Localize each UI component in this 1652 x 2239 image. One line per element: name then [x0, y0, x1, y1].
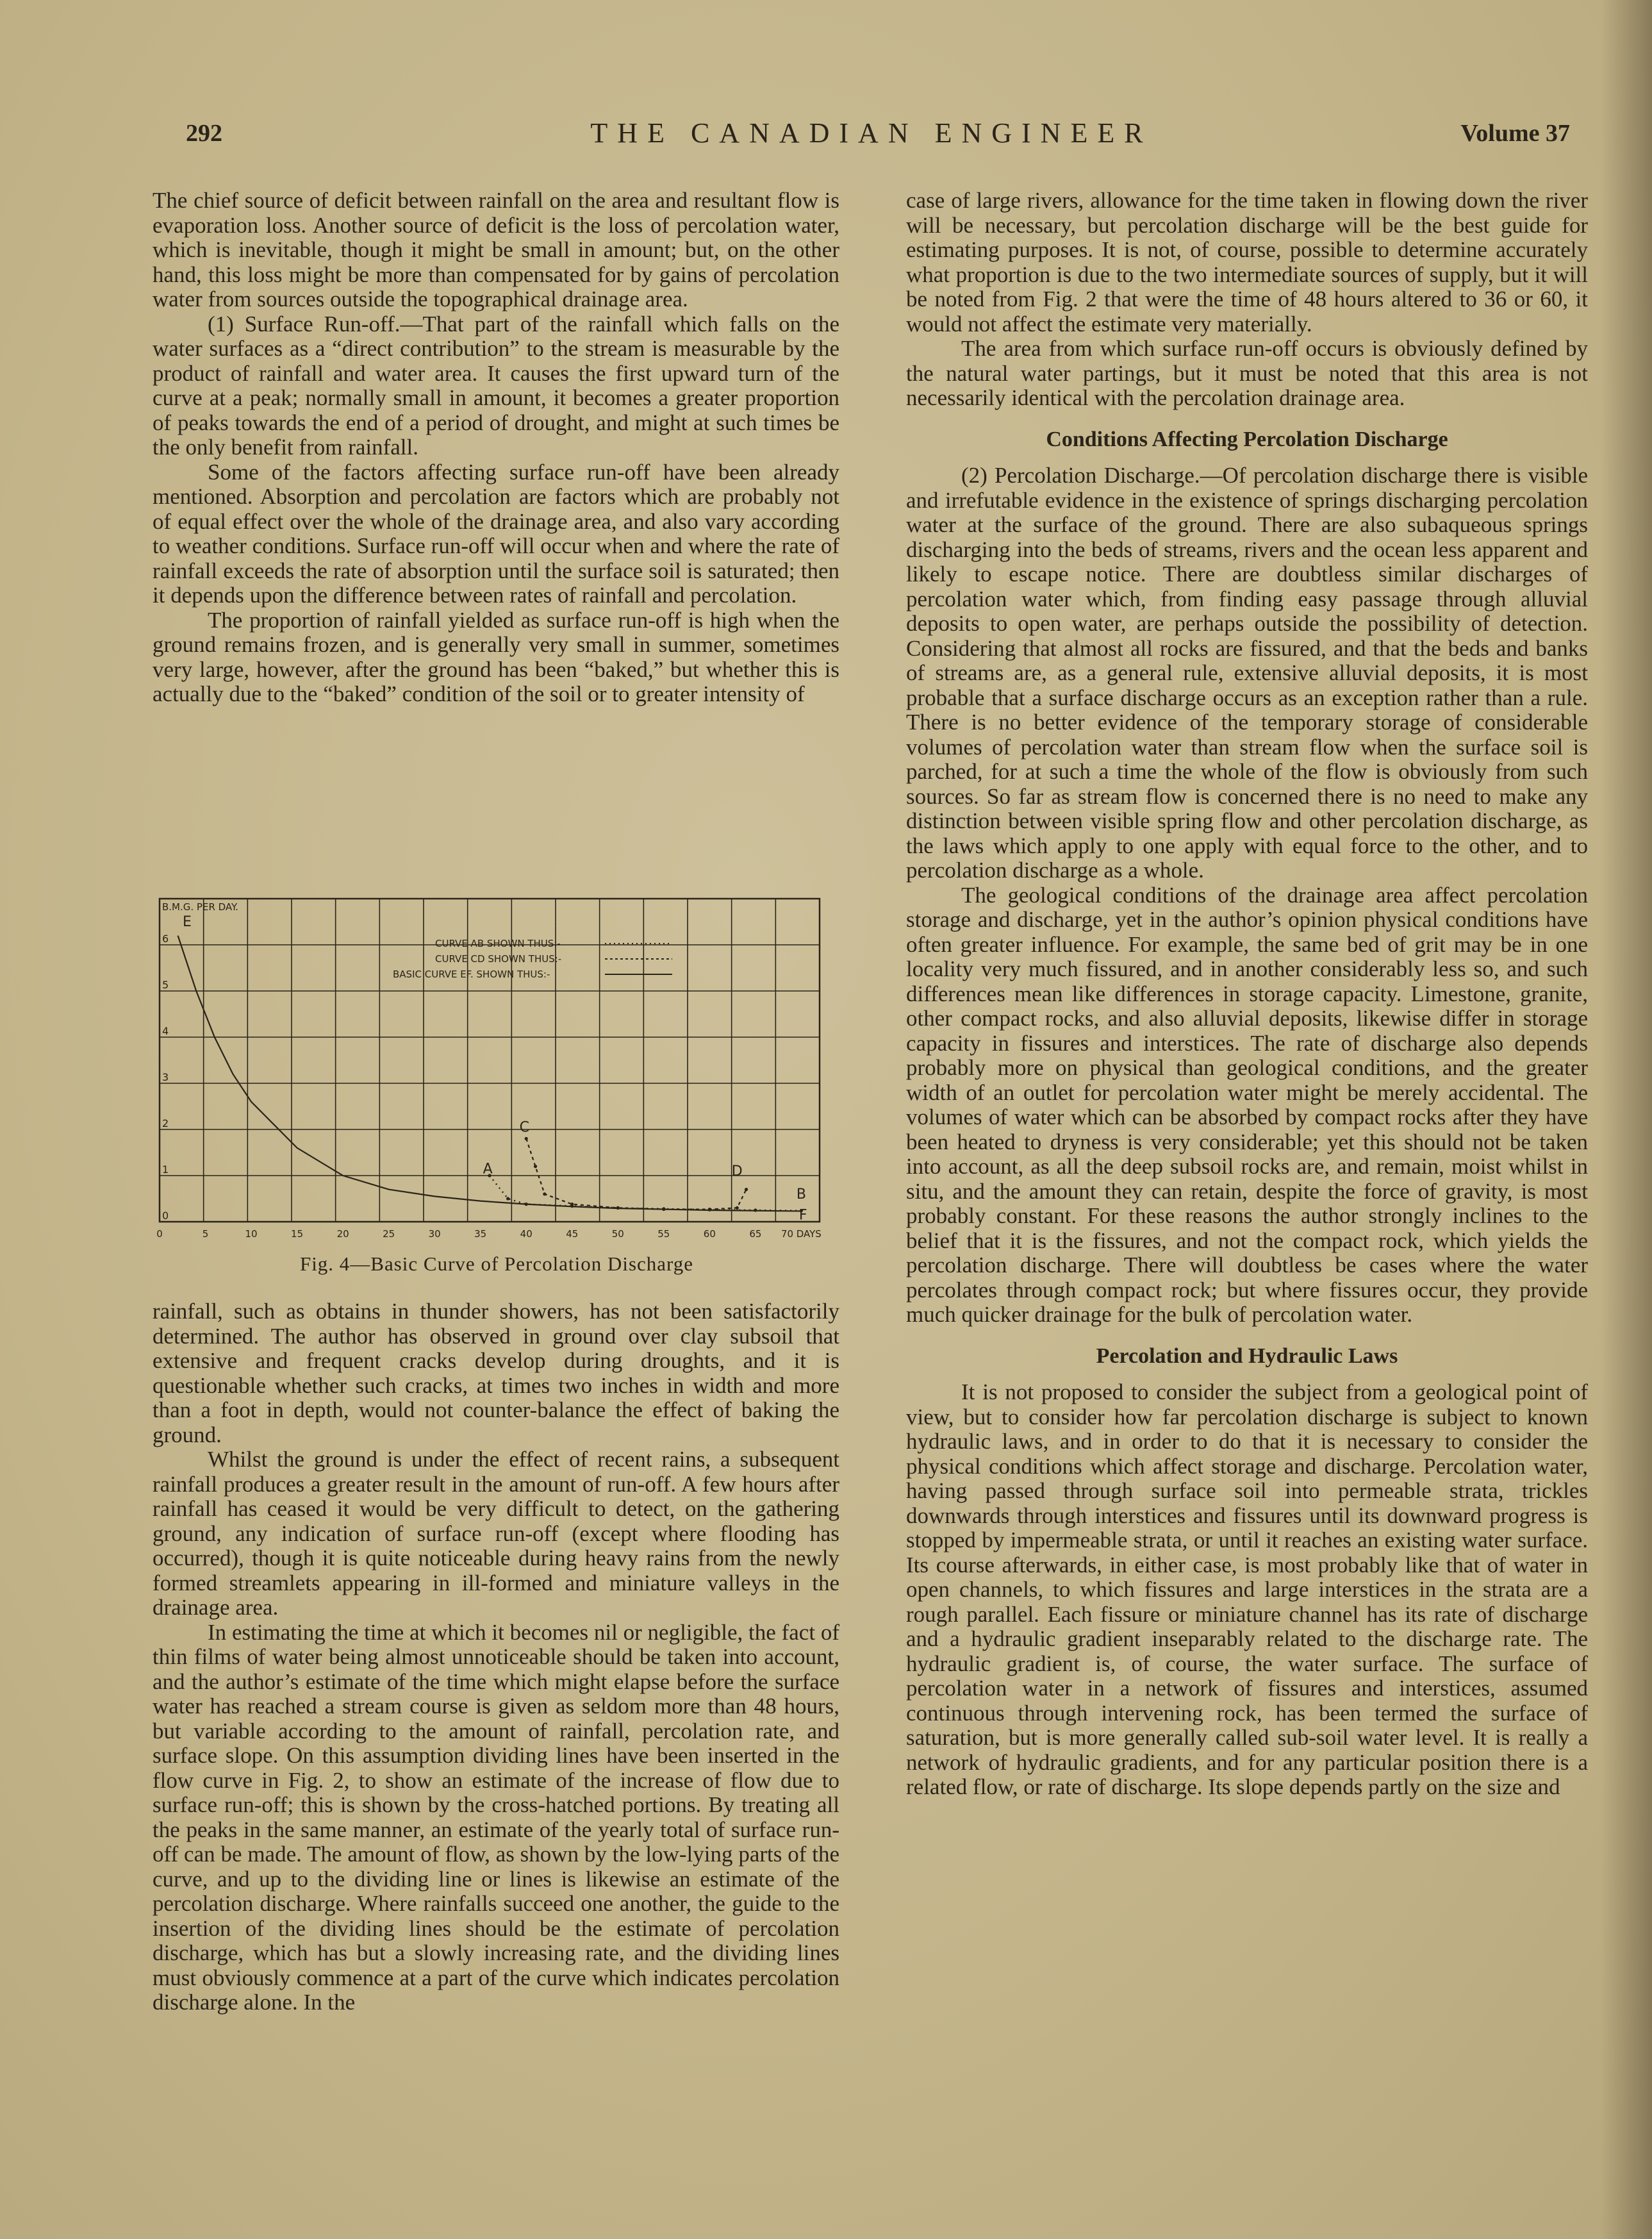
curve-point-label: B [796, 1186, 806, 1203]
y-tick-label: 4 [162, 1025, 169, 1037]
legend-entry: CURVE AB SHOWN THUS:- [435, 938, 561, 949]
data-point [745, 1188, 748, 1191]
page-header [173, 114, 1570, 153]
section-heading: Conditions Affecting Percolation Discharge [1046, 427, 1448, 451]
left-column-bottom [153, 1299, 839, 2015]
paragraph: The chief source of deficit between rainfall on the area and resultant flow is evaporation loss. Another source of deficit is the loss of percolation water, which is inevitable, though it might be small in amount; but, on the other hand, this loss might be more than compensated for by gains of percolation water from sources outside the topographical drainage area. [153, 188, 839, 312]
curve-point-label: C [519, 1119, 530, 1136]
data-point [525, 1137, 528, 1140]
figure-4 [156, 896, 837, 1275]
x-tick-label: 50 [611, 1228, 624, 1240]
x-tick-label: 65 [749, 1228, 762, 1240]
paragraph: Whilst the ground is under the effect of recent rains, a subsequent rainfall produces a greater result in the amount of run-off. A few hours after rainfall has ceased it would be very difficult to detect, on the gathering ground, any indication of surface run-off (except where flooding has occurred), though it is quite noticeable during heavy rains from the newly formed streamlets appearing in ill-formed and miniature valleys in the drainage area. [153, 1447, 839, 1620]
x-tick-label: 20 [336, 1228, 349, 1240]
curve-point-label: D [731, 1163, 743, 1179]
section-heading: Percolation and Hydraulic Laws [1096, 1344, 1398, 1368]
x-tick-label: 0 [156, 1228, 163, 1240]
paragraph: case of large rivers, allowance for the time taken in flowing down the river will be necessary, but percolation discharge will be the best guide for estimating purposes. It is not, of course, possible to determine accurately what proportion is due to the two intermediate sources of supply, but it will be noted from Fig. 2 that were the time of 48 hours altered to 36 or 60, it would not affect the estimate very materially. [906, 188, 1588, 337]
paragraph: (2) Percolation Discharge.—Of percolation discharge there is visible and irrefutable evidence in the existence of springs discharging percolation water at the surface of the ground. There are also subaqueous springs discharging into the beds of streams, rivers and the ocean less apparent and likely to escape notice. There are doubtless similar discharges of percolation water which, from finding easy passage through alluvial deposits to open water, are perhaps outside the possibility of detection. Considering that almost all rocks are fissured, and that the beds and banks of streams are, as a general rule, extensive alluvial deposits, it is most probable that a surface discharge occurs as an exception rather than a rule. There is no better evidence of the temporary storage of considerable volumes of percolation water than stream flow when the surface soil is parched, for at such a time the whole of the flow is obviously from such sources. So far as stream flow is concerned there is no need to make any distinction between visible spring flow and other percolation discharge, as the laws which apply to one apply with equal force to the other, and to percolation discharge as a whole. [906, 463, 1588, 883]
curve-point-label: A [483, 1161, 493, 1178]
page-edge-shadow [1601, 0, 1652, 2239]
y-tick-label: 5 [162, 979, 169, 991]
paragraph: It is not proposed to consider the subject from a geological point of view, but to consider how far percolation discharge is subject to known hydraulic laws, and in order to do that it is necessary to consider the physical conditions which affect storage and discharge. Percolation water, having passed through surface soil into permeable strata, trickles downwards through interstices and fissures until its downward progress is stopped by impermeable strata, or until it reaches an existing water surface. Its course afterwards, in either case, is most probably like that of water in open channels, to which fissures and large interstices in the strata are a rough parallel. Each fissure or miniature channel has its rate of discharge and a hydraulic gradient inseparably related to the discharge rate. The hydraulic gradient is, of course, the water surface. The surface of percolation water in a network of fissures and interstices, assumed continuous through intervening rock, has been termed the surface of saturation, but is more generally called sub-soil water level. It is really a network of hydraulic gradients, and for any particular position there is a related flow, or rate of discharge. Its slope depends partly on the size and [906, 1379, 1588, 1799]
legend-entry: BASIC CURVE EF. SHOWN THUS:- [393, 969, 550, 980]
curve-point-label: F [798, 1207, 807, 1224]
percolation-chart [156, 896, 837, 1242]
left-column-top [153, 188, 839, 707]
x-tick-label: 15 [291, 1228, 304, 1240]
x-tick-label: 5 [202, 1228, 209, 1240]
curve-point-label: E [182, 914, 192, 931]
x-tick-label: 30 [428, 1228, 441, 1240]
y-axis-unit-label: B.M.G. PER DAY. [162, 901, 238, 913]
y-tick-label: 1 [162, 1163, 169, 1176]
data-point [570, 1203, 574, 1206]
journal-title: THE CANADIAN ENGINEER [590, 117, 1153, 149]
x-tick-label: 70 DAYS [781, 1228, 822, 1240]
page-number: 292 [186, 120, 222, 147]
paragraph: The area from which surface run-off occurs is obviously defined by the natural water partings, but it must be noted that this area is not necessarily identical with the percolation drainage area. [906, 336, 1588, 410]
paragraph: The proportion of rainfall yielded as surface run-off is high when the ground remains frozen, and is generally very small in summer, sometimes very large, however, after the ground has been “baked,” but whether this is actually due to the “baked” condition of the soil or to greater intensity of [153, 607, 839, 706]
volume-label: Volume 37 [1460, 120, 1570, 147]
x-tick-label: 60 [703, 1228, 716, 1240]
x-tick-label: 55 [657, 1228, 670, 1240]
paragraph: Some of the factors affecting surface run-off have been already mentioned. Absorption and percolation are factors which are probably not of equal effect over the whole of the drainage area, and also vary according to weather conditions. Surface run-off will occur when and where the rate of rainfall exceeds the rate of absorption until the surface soil is saturated; then it depends upon the difference between rates of rainfall and percolation. [153, 459, 839, 608]
x-tick-label: 40 [520, 1228, 533, 1240]
data-point [534, 1165, 537, 1168]
x-tick-label: 35 [474, 1228, 487, 1240]
y-tick-label: 3 [162, 1071, 169, 1083]
paragraph: The geological conditions of the drainage area affect percolation storage and discharge, yet in the author’s opinion physical conditions have often greater influence. For example, the same bed of grit may be in one locality very much fissured, and in another considerably less so, and such differences mean like differences in storage capacity. Limestone, granite, other compact rocks, and also alluvial deposits, likewise differ in storage capacity in fissures and interstices. The rate of discharge also depends probably more on physical than geological conditions, and the greater width of an outlet for percolation water might be merely accidental. The volumes of water which can be absorbed by compact rocks after they have been heated to dryness is very considerable; yet this should not be taken into account, as all the deep subsoil rocks are, and remain, moist whilst in situ, and the amount they can retain, despite the force of gravity, is most probably constant. For these reasons the author strongly inclines to the belief that it is the fissures, and not the compact rock, which yields the percolation discharge. There will doubtless be cases where the water percolates through compact rock; but where fissures occur, they provide much quicker drainage for the bulk of percolation water. [906, 882, 1588, 1327]
y-tick-label: 0 [162, 1210, 169, 1222]
y-tick-label: 2 [162, 1117, 169, 1129]
data-point [736, 1206, 739, 1210]
right-column [906, 188, 1588, 1800]
data-point [543, 1192, 546, 1195]
paragraph: (1) Surface Run-off.—That part of the rainfall which falls on the water surfaces as a “direct contribution” to the stream is measurable by the product of rainfall and water area. It causes the first upward turn of the curve at a peak; normally small in amount, it becomes a greater proportion of peaks towards the end of a period of drought, and might at such times be the only benefit from rainfall. [153, 311, 839, 460]
series-line [526, 1138, 746, 1209]
y-tick-label: 6 [162, 933, 169, 945]
paragraph: In estimating the time at which it becomes nil or negligible, the fact of thin films of water being almost unnoticeable should be taken into account, and the author’s estimate of the time which might elapse before the surface water has reached a stream course is given as seldom more than 48 hours, but variable according to the amount of rainfall, percolation rate, and surface slope. On this assumption dividing lines have been inserted in the flow curve in Fig. 2, to show an estimate of the increase of flow due to surface run-off; this is shown by the cross-hatched portions. By treating all the peaks in the same manner, an estimate of the yearly total of surface run-off can be made. The amount of flow, as shown by the low-lying parts of the curve, and up to the dividing line or lines is likewise an estimate of the percolation discharge. Where rainfalls succeed one another, the guide to the insertion of the dividing lines should be the estimate of percolation discharge, which has but a slowly increasing rate, and the dividing lines must obviously commence at a part of the curve which indicates percolation discharge alone. In the [153, 1619, 839, 2015]
legend-entry: CURVE CD SHOWN THUS:- [435, 953, 562, 965]
x-tick-label: 25 [383, 1228, 395, 1240]
figure-caption: Fig. 4—Basic Curve of Percolation Discharge [299, 1253, 694, 1275]
data-point [506, 1197, 509, 1200]
paragraph: rainfall, such as obtains in thunder showers, has not been satisfactorily determined. The author has observed in ground over clay subsoil that extensive and frequent cracks develop during droughts, and it is questionable whether such cracks, at times two inches in width and more than a foot in depth, would not counter-balance the effect of baking the ground. [153, 1299, 839, 1447]
x-tick-label: 10 [245, 1228, 258, 1240]
x-tick-label: 45 [566, 1228, 579, 1240]
